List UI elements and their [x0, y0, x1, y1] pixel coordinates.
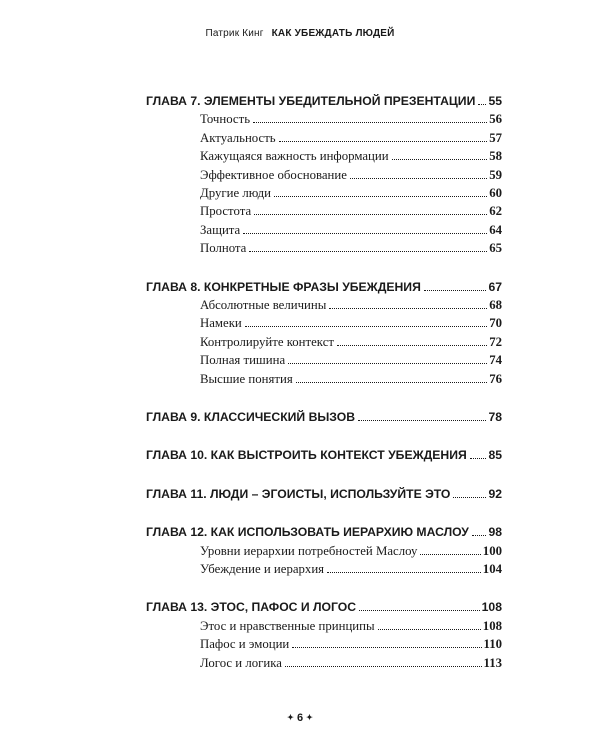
dot-leader	[253, 122, 487, 123]
toc-page-number: 56	[489, 112, 502, 127]
dot-leader	[392, 159, 488, 160]
toc-entry-title: Полная тишина	[200, 353, 286, 368]
toc-entry-title: Точность	[200, 112, 251, 127]
toc-section	[200, 353, 502, 368]
dot-leader	[292, 647, 481, 648]
toc-entry-title: Полнота	[200, 241, 247, 256]
toc-page-number: 58	[489, 149, 502, 164]
dot-leader	[296, 382, 488, 383]
toc-chapter	[146, 487, 502, 501]
toc-entry-title: Логос и логика	[200, 655, 282, 670]
dot-leader	[327, 572, 481, 573]
toc-entry-title: ГЛАВА 11. ЛЮДИ – ЭГОИСТЫ, ИСПОЛЬЗУЙТЕ ЭТО	[146, 486, 451, 501]
toc-page-number: 98	[488, 525, 502, 540]
toc-entry-title: Уровни иерархии потребностей Маслоу	[200, 543, 418, 558]
toc-page-number: 68	[489, 298, 502, 312]
toc-page-number: 57	[489, 130, 502, 145]
dot-leader	[243, 233, 487, 234]
dot-leader	[453, 497, 486, 498]
toc-section	[200, 544, 502, 559]
toc-page-number: 59	[489, 167, 502, 182]
toc-section	[200, 223, 502, 238]
toc-page-number: 67	[488, 279, 502, 294]
dot-leader	[245, 326, 487, 327]
toc-section	[200, 335, 502, 350]
toc-page-number: 74	[489, 353, 502, 368]
toc-section	[200, 186, 502, 201]
dot-leader	[288, 363, 487, 364]
toc-page-number: 64	[489, 222, 502, 237]
toc-entry-title: ГЛАВА 12. КАК ИСПОЛЬЗОВАТЬ ИЕРАРХИЮ МАСЛОУ	[146, 525, 469, 540]
dot-leader	[358, 420, 486, 421]
toc-page-number: 60	[489, 186, 502, 200]
toc-page-number: 92	[488, 486, 502, 501]
toc-entry-title: ГЛАВА 9. КЛАССИЧЕСКИЙ ВЫЗОВ	[146, 410, 356, 424]
toc-entry-title: ГЛАВА 8. КОНКРЕТНЫЕ ФРАЗЫ УБЕЖДЕНИЯ	[146, 279, 421, 294]
ornament-right-icon: ✦	[306, 713, 313, 722]
toc-section	[200, 316, 502, 331]
toc-section	[200, 656, 502, 671]
toc-entry-title: Эффективное обоснование	[200, 167, 347, 182]
toc-page-number: 70	[489, 316, 502, 331]
toc-entry-title: Другие люди	[200, 186, 271, 200]
toc-chapter	[146, 448, 502, 462]
dot-leader	[254, 214, 487, 215]
dot-leader	[424, 290, 487, 291]
toc-page-number: 55	[488, 94, 502, 108]
toc-entry-title: ГЛАВА 13. ЭТОС, ПАФОС И ЛОГОС	[146, 600, 357, 615]
toc-entry-title: Абсолютные величины	[200, 298, 327, 312]
toc-chapter	[146, 525, 502, 539]
page-number-value: 6	[296, 712, 304, 724]
toc-page-number: 110	[483, 637, 502, 652]
ornament-left-icon: ✦	[287, 713, 294, 722]
toc-section	[200, 241, 502, 256]
dot-leader	[359, 610, 480, 611]
dot-leader	[470, 458, 487, 459]
toc-section	[200, 372, 502, 387]
toc-section	[200, 204, 502, 219]
toc-page-number: 104	[482, 562, 502, 576]
toc-section	[200, 298, 502, 313]
toc-chapter	[146, 600, 502, 614]
toc-page-number: 108	[481, 600, 502, 615]
dot-leader	[378, 629, 481, 630]
toc-chapter	[146, 94, 502, 108]
toc-section	[200, 168, 502, 183]
dot-leader	[350, 178, 487, 179]
toc-section	[200, 637, 502, 652]
toc-section	[200, 562, 502, 577]
page-number	[0, 712, 600, 724]
dot-leader	[329, 308, 487, 309]
toc-entry-title: Намеки	[200, 316, 242, 331]
header-author: Патрик Кинг	[205, 28, 264, 39]
toc-entry-title: Контролируйте контекст	[200, 334, 334, 349]
toc-page-number: 65	[489, 241, 502, 256]
toc-page-number: 78	[488, 410, 502, 424]
toc-entry-title: Этос и нравственные принципы	[200, 618, 375, 633]
dot-leader	[472, 535, 487, 536]
toc-chapter	[146, 410, 502, 424]
toc-entry-title: Высшие понятия	[200, 371, 293, 386]
toc-section	[200, 131, 502, 146]
header-title: КАК УБЕЖДАТЬ ЛЮДЕЙ	[271, 28, 395, 39]
toc-entry-title: Кажущаяся важность информации	[200, 149, 389, 164]
toc-entry-title: ГЛАВА 7. ЭЛЕМЕНТЫ УБЕДИТЕЛЬНОЙ ПРЕЗЕНТАЦИИ	[146, 94, 476, 108]
toc-section	[200, 619, 502, 634]
dot-leader	[279, 141, 488, 142]
toc-page-number: 113	[483, 655, 502, 670]
toc-entry-title: ГЛАВА 10. КАК ВЫСТРОИТЬ КОНТЕКСТ УБЕЖДЕНИЯ	[146, 448, 467, 463]
toc-page-number: 85	[488, 448, 502, 463]
dot-leader	[478, 104, 486, 105]
toc-entry-title: Актуальность	[200, 130, 276, 145]
toc-page-number: 100	[482, 543, 502, 558]
toc-page-number: 62	[489, 204, 502, 219]
toc-entry-title: Простота	[200, 204, 252, 219]
toc-entry-title: Защита	[200, 222, 241, 237]
dot-leader	[420, 554, 480, 555]
toc-entry-title: Убеждение и иерархия	[200, 562, 325, 576]
toc-entry-title: Пафос и эмоции	[200, 637, 290, 652]
dot-leader	[285, 666, 482, 667]
toc-section	[200, 112, 502, 127]
toc-section	[200, 149, 502, 164]
dot-leader	[337, 345, 487, 346]
toc-page-number: 108	[482, 618, 502, 633]
toc-page-number: 72	[489, 334, 502, 349]
dot-leader	[249, 251, 487, 252]
dot-leader	[274, 196, 487, 197]
toc-page-number: 76	[489, 371, 502, 386]
toc-chapter	[146, 280, 502, 294]
